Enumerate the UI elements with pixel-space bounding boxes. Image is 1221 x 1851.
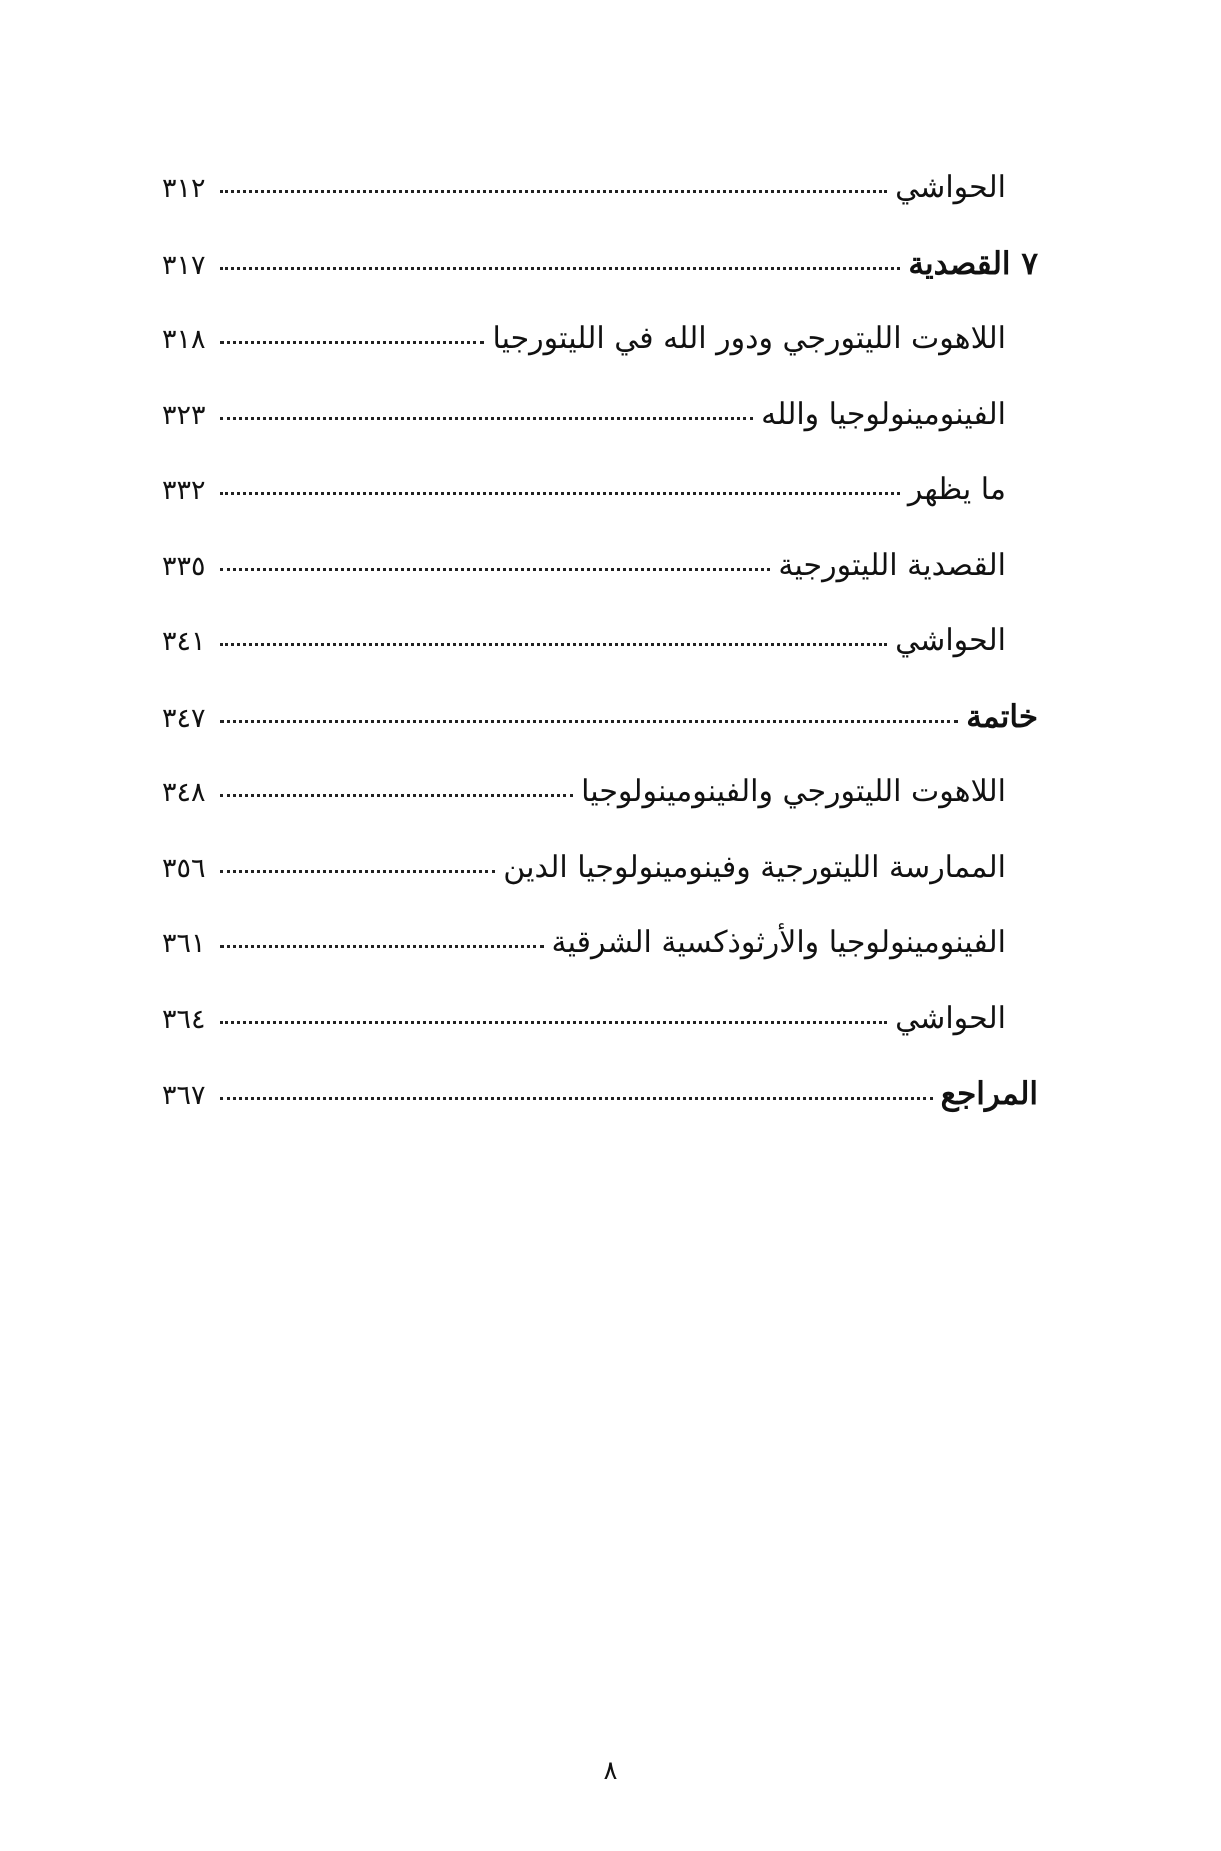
- toc-entry-page: ٣٣٢: [162, 475, 206, 506]
- dot-leader: [220, 720, 958, 723]
- toc-entry-page: ٣٣٥: [162, 550, 206, 582]
- toc-entry: [162, 923, 1038, 999]
- toc-chapter-page: ٣٤٧: [162, 702, 206, 734]
- toc-entry: [162, 319, 1038, 395]
- toc-entry: [162, 848, 1038, 924]
- dot-leader: [220, 870, 495, 873]
- table-of-contents: [162, 168, 1038, 1150]
- toc-entry-title: الفينومينولوجيا والأرثوذكسية الشرقية: [551, 925, 1006, 960]
- toc-entry-page: ٣٥٦: [162, 852, 206, 884]
- dot-leader: [220, 417, 753, 420]
- toc-entry-page: ٣٦٤: [162, 1003, 206, 1035]
- toc-entry-page: ٣١٢: [162, 173, 206, 204]
- toc-chapter-page: ٣١٧: [162, 249, 206, 281]
- toc-entry: [162, 621, 1038, 697]
- toc-entry-page: ٣٢٣: [162, 399, 206, 431]
- toc-entry-title: الحواشي: [895, 170, 1006, 205]
- toc-entry-title: اللاهوت الليتورجي والفينومينولوجيا: [581, 774, 1006, 809]
- toc-chapter: [162, 1074, 1038, 1150]
- dot-leader: [220, 190, 887, 193]
- toc-entry: [162, 772, 1038, 848]
- toc-entry-title: الحواشي: [895, 1000, 1006, 1036]
- toc-entry-title: الفينومينولوجيا والله: [761, 396, 1006, 432]
- toc-chapter: [162, 244, 1038, 320]
- toc-entry-title: اللاهوت الليتورجي ودور الله في الليتورجيا: [492, 321, 1006, 356]
- dot-leader: [220, 341, 484, 344]
- dot-leader: [220, 794, 573, 797]
- toc-entry: [162, 999, 1038, 1075]
- toc-entry-page: ٣٤٨: [162, 777, 206, 808]
- toc-entry-page: ٣٤١: [162, 626, 206, 657]
- toc-entry: [162, 470, 1038, 546]
- toc-entry-title: الحواشي: [895, 623, 1006, 658]
- dot-leader: [220, 945, 544, 948]
- toc-entry-title: الممارسة الليتورجية وفينومينولوجيا الدين: [503, 849, 1006, 885]
- dot-leader: [220, 1021, 887, 1024]
- dot-leader: [220, 643, 887, 646]
- toc-entry: [162, 168, 1038, 244]
- toc-entry-title: ما يظهر: [907, 472, 1006, 507]
- toc-entry: [162, 546, 1038, 622]
- page-number: ٨: [603, 1756, 618, 1786]
- toc-chapter-title: ٧ القصدية: [908, 245, 1038, 282]
- dot-leader: [220, 1097, 933, 1100]
- toc-chapter-page: ٣٦٧: [162, 1080, 206, 1111]
- dot-leader: [220, 492, 900, 495]
- dot-leader: [220, 267, 900, 270]
- dot-leader: [220, 568, 770, 571]
- toc-entry-page: ٣١٨: [162, 324, 206, 355]
- toc-chapter-title: المراجع: [940, 1076, 1038, 1112]
- toc-chapter: [162, 697, 1038, 773]
- toc-entry: [162, 395, 1038, 471]
- toc-chapter-title: خاتمة: [966, 698, 1038, 735]
- toc-entry-page: ٣٦١: [162, 928, 206, 959]
- toc-entry-title: القصدية الليتورجية: [778, 547, 1006, 583]
